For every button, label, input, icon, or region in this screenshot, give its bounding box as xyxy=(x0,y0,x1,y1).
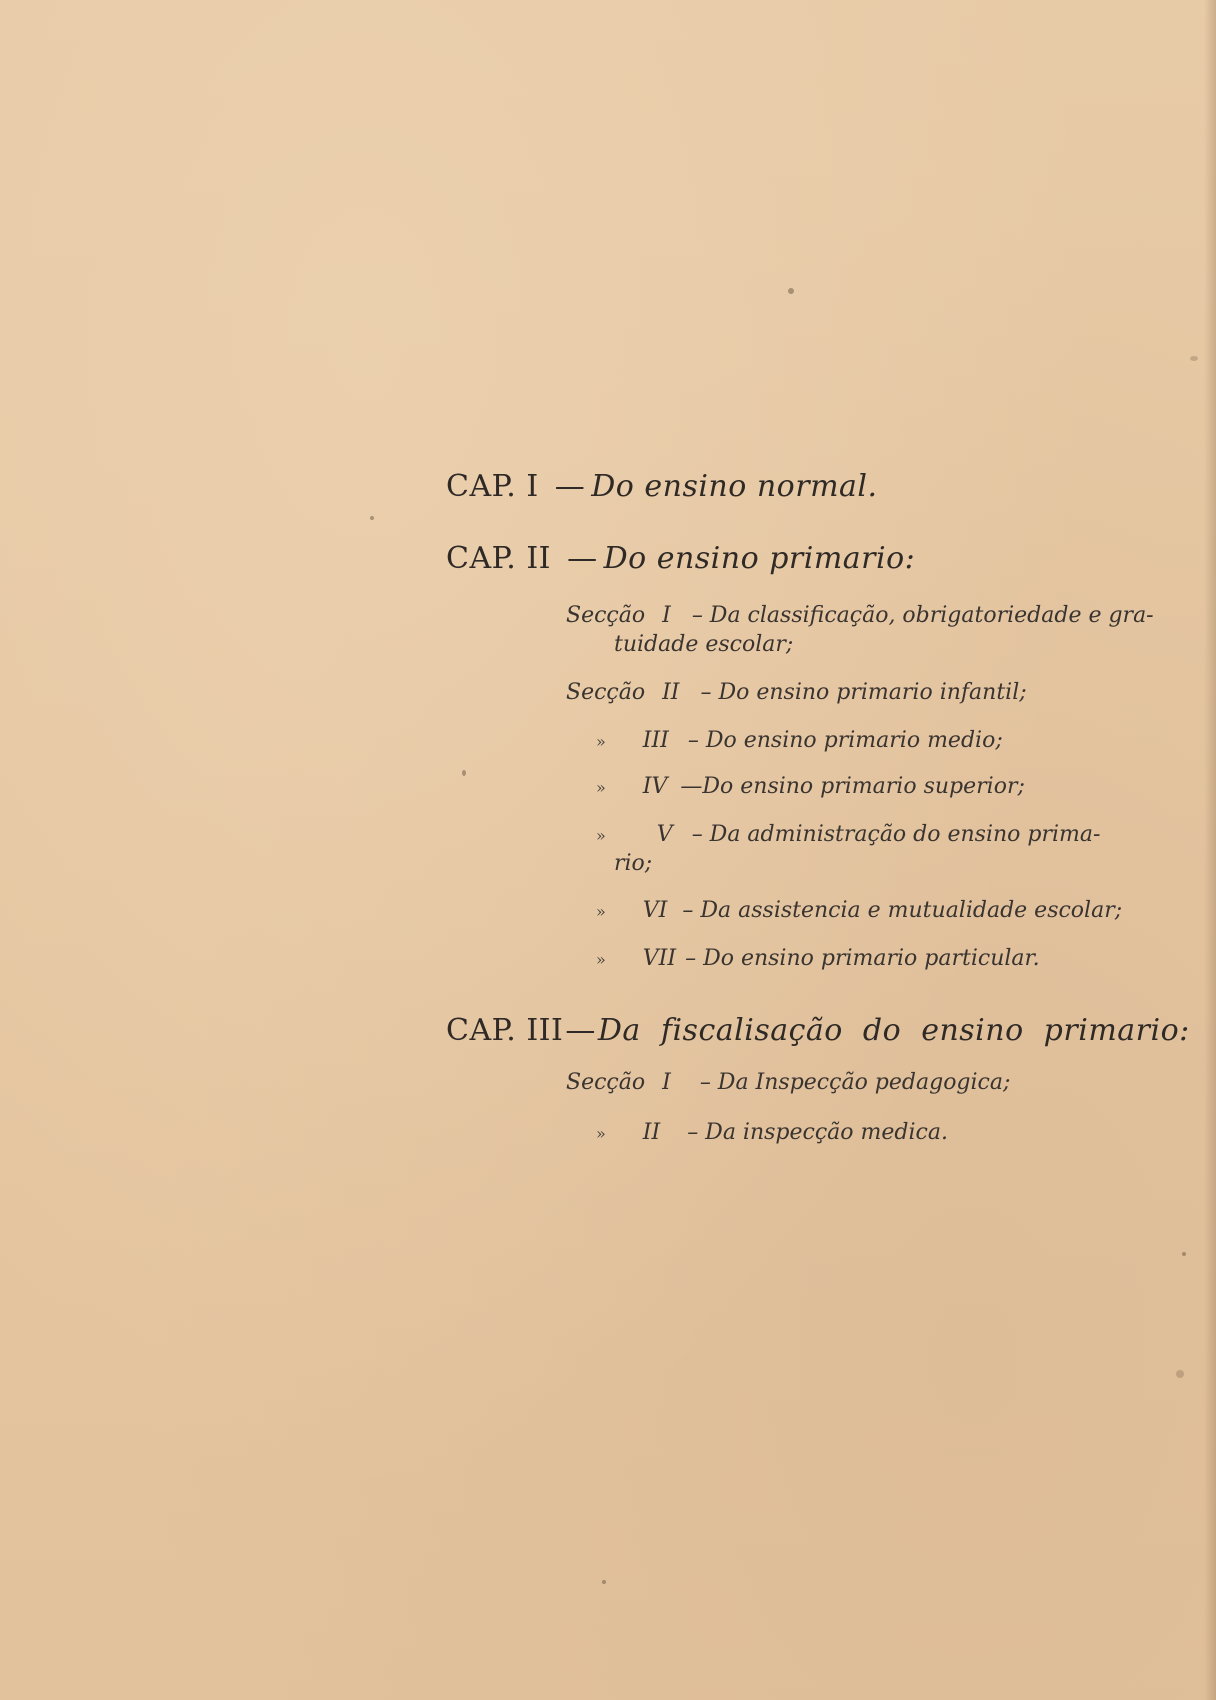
section-num: IV xyxy=(642,774,668,799)
ditto-mark: » xyxy=(596,902,606,921)
chapter-2-section-5-cont xyxy=(614,853,652,875)
ditto-mark: » xyxy=(596,950,606,969)
paper-speck xyxy=(788,288,794,294)
section-num: I xyxy=(662,1070,671,1095)
ditto-mark: » xyxy=(596,1124,606,1143)
section-text: – Do ensino primario medio; xyxy=(687,728,1003,753)
ditto-mark: » xyxy=(596,778,606,797)
section-text: – Do ensino primario infantil; xyxy=(700,680,1027,705)
chapter-3-section-2 xyxy=(596,1122,948,1144)
chapter-3-title: Da fiscalisação do ensino primario: xyxy=(597,1013,1190,1048)
chapter-2-title: Do ensino primario: xyxy=(603,541,916,576)
paper-speck xyxy=(370,516,374,520)
chapter-1-heading xyxy=(446,469,878,504)
chapter-1-title: Do ensino normal. xyxy=(591,469,878,504)
page-edge-shadow xyxy=(1204,0,1216,1700)
chapter-3-label: CAP. xyxy=(446,1013,517,1048)
section-text: – Da assistencia e mutualidade escolar; xyxy=(682,898,1123,923)
section-text: – Do ensino primario particular. xyxy=(685,946,1040,971)
chapter-3-dash: — xyxy=(565,1013,596,1048)
section-prefix: Secção xyxy=(566,603,646,628)
section-text: – Da Inspecção pedagogica; xyxy=(699,1070,1011,1095)
section-text-continued: tuidade escolar; xyxy=(614,632,794,657)
chapter-2-section-3 xyxy=(596,730,1003,752)
chapter-2-roman: II xyxy=(526,541,552,576)
section-num: V xyxy=(656,822,673,847)
chapter-3-section-1 xyxy=(566,1072,1010,1094)
section-num: I xyxy=(662,603,671,628)
chapter-1-roman: I xyxy=(526,469,539,504)
ditto-mark: » xyxy=(596,732,606,751)
section-text: – Da administração do ensino prima- xyxy=(691,822,1101,847)
section-num: VII xyxy=(642,946,677,971)
section-prefix: Secção xyxy=(566,1070,646,1095)
section-num: III xyxy=(642,728,669,753)
section-text: – Da classificação, obrigatoriedade e gra- xyxy=(691,603,1154,628)
section-text: —Do ensino primario superior; xyxy=(680,774,1025,799)
chapter-3-heading xyxy=(446,1013,1190,1048)
chapter-2-heading xyxy=(446,541,916,576)
section-num: VI xyxy=(642,898,668,923)
section-text-continued: rio; xyxy=(614,851,653,876)
chapter-1-dash: — xyxy=(554,469,586,504)
chapter-2-section-1-cont xyxy=(614,634,793,656)
paper-speck xyxy=(1176,1370,1184,1378)
paper-speck xyxy=(462,770,466,776)
paper-speck xyxy=(602,1580,606,1584)
section-num: II xyxy=(662,680,680,705)
chapter-2-section-1 xyxy=(566,605,1154,627)
paper-speck xyxy=(1190,356,1198,361)
section-prefix: Secção xyxy=(566,680,646,705)
chapter-3-roman: III xyxy=(526,1013,564,1048)
section-num: II xyxy=(642,1120,661,1145)
chapter-2-section-7 xyxy=(596,948,1040,970)
chapter-2-dash: — xyxy=(567,541,598,576)
chapter-1-label: CAP. xyxy=(446,469,517,504)
section-text: – Da inspecção medica. xyxy=(687,1120,948,1145)
chapter-2-section-4 xyxy=(596,776,1025,798)
paper-speck xyxy=(1182,1252,1186,1256)
chapter-2-section-2 xyxy=(566,682,1027,704)
ditto-mark: » xyxy=(596,826,606,845)
chapter-2-section-5 xyxy=(596,824,1100,846)
chapter-2-section-6 xyxy=(596,900,1122,922)
chapter-2-label: CAP. xyxy=(446,541,517,576)
